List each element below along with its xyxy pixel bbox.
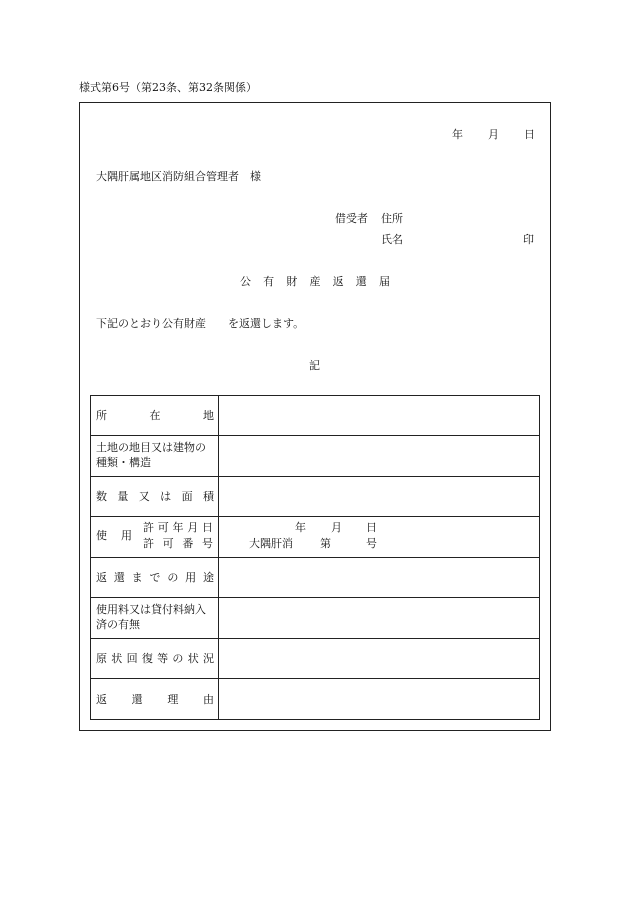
permit-dai: 第 bbox=[320, 537, 331, 550]
quantity-label bbox=[96, 489, 214, 504]
label-char: 番 bbox=[182, 537, 194, 550]
title-char: 還 bbox=[355, 275, 367, 288]
label-char: 等 bbox=[157, 652, 169, 665]
label-char: 返 bbox=[96, 693, 107, 706]
ki-mark: 記 bbox=[309, 359, 320, 372]
name-label: 氏名 bbox=[381, 233, 403, 246]
label-char: 回 bbox=[126, 652, 138, 665]
purpose-label bbox=[96, 570, 214, 585]
label-char: 由 bbox=[202, 693, 214, 706]
row-separator bbox=[91, 516, 540, 517]
date-month: 月 bbox=[488, 128, 499, 141]
label-char: 可 bbox=[162, 537, 174, 550]
row-separator bbox=[91, 678, 540, 679]
title-char: 公 bbox=[240, 275, 251, 288]
row-separator bbox=[91, 435, 540, 436]
label-char: 許 bbox=[143, 521, 154, 534]
label-char: 日 bbox=[202, 521, 213, 534]
row-separator bbox=[91, 597, 540, 598]
date-day: 日 bbox=[524, 128, 535, 141]
permit-date-label bbox=[143, 521, 213, 535]
permit-month: 月 bbox=[331, 521, 342, 534]
address-label: 住所 bbox=[381, 212, 403, 225]
row-separator bbox=[91, 557, 540, 558]
label-char: 使 bbox=[96, 529, 107, 542]
date-year: 年 bbox=[452, 128, 463, 141]
label-char: 況 bbox=[202, 652, 214, 665]
label-char: 途 bbox=[202, 571, 214, 584]
fee-label: 使用料又は貸付料納入済の有無 bbox=[96, 603, 206, 631]
restore-label bbox=[96, 651, 214, 666]
label-char: 又 bbox=[138, 490, 150, 503]
label-char: 号 bbox=[201, 537, 213, 550]
permit-number-label bbox=[143, 537, 213, 551]
intro-sentence: 下記のとおり公有財産 を返還します。 bbox=[96, 317, 305, 330]
label-char: 積 bbox=[202, 490, 214, 503]
label-char: の bbox=[172, 652, 184, 665]
label-char: 復 bbox=[141, 652, 153, 665]
permit-go: 号 bbox=[366, 537, 377, 550]
label-char: 年 bbox=[172, 521, 184, 534]
label-char: 量 bbox=[117, 490, 129, 503]
row-separator bbox=[91, 476, 540, 477]
addressee: 大隅肝属地区消防組合管理者 様 bbox=[96, 170, 261, 183]
land-type-label: 土地の地目又は建物の種類・構造 bbox=[96, 441, 206, 469]
label-char: で bbox=[149, 571, 161, 584]
label-char: 原 bbox=[96, 652, 107, 665]
label-char: 用 bbox=[185, 571, 197, 584]
label-char: 数 bbox=[96, 490, 107, 503]
title-char: 返 bbox=[332, 275, 344, 288]
label-char: の bbox=[167, 571, 179, 584]
title-char: 財 bbox=[286, 275, 298, 288]
title-char: 産 bbox=[309, 275, 321, 288]
permit-day: 日 bbox=[366, 521, 377, 534]
permit-year: 年 bbox=[295, 521, 306, 534]
location-label bbox=[96, 408, 214, 423]
title-char: 有 bbox=[263, 275, 275, 288]
label-char: 所 bbox=[96, 409, 107, 422]
label-char: 地 bbox=[203, 409, 214, 422]
label-char: 許 bbox=[143, 537, 154, 550]
use-label bbox=[96, 529, 132, 543]
title-char: 届 bbox=[378, 275, 390, 288]
label-char: 面 bbox=[181, 490, 193, 503]
label-char: 状 bbox=[187, 652, 199, 665]
borrower-title: 借受者 bbox=[335, 212, 368, 225]
reason-label bbox=[96, 692, 214, 707]
form-number-header: 様式第6号（第23条、第32条関係） bbox=[79, 81, 257, 94]
label-char: は bbox=[160, 490, 172, 503]
label-char: 理 bbox=[167, 693, 179, 706]
label-char: 用 bbox=[121, 529, 132, 542]
label-char: 還 bbox=[113, 571, 125, 584]
document-title bbox=[240, 275, 390, 289]
label-char: 月 bbox=[187, 521, 199, 534]
seal-mark: 印 bbox=[523, 233, 534, 246]
row-separator bbox=[91, 638, 540, 639]
label-char: 返 bbox=[96, 571, 107, 584]
label-char: 状 bbox=[111, 652, 123, 665]
permit-prefix: 大隅肝消 bbox=[249, 537, 293, 550]
label-char: 可 bbox=[157, 521, 169, 534]
label-char: 在 bbox=[149, 409, 161, 422]
label-char: ま bbox=[131, 571, 143, 584]
label-char: 還 bbox=[131, 693, 143, 706]
